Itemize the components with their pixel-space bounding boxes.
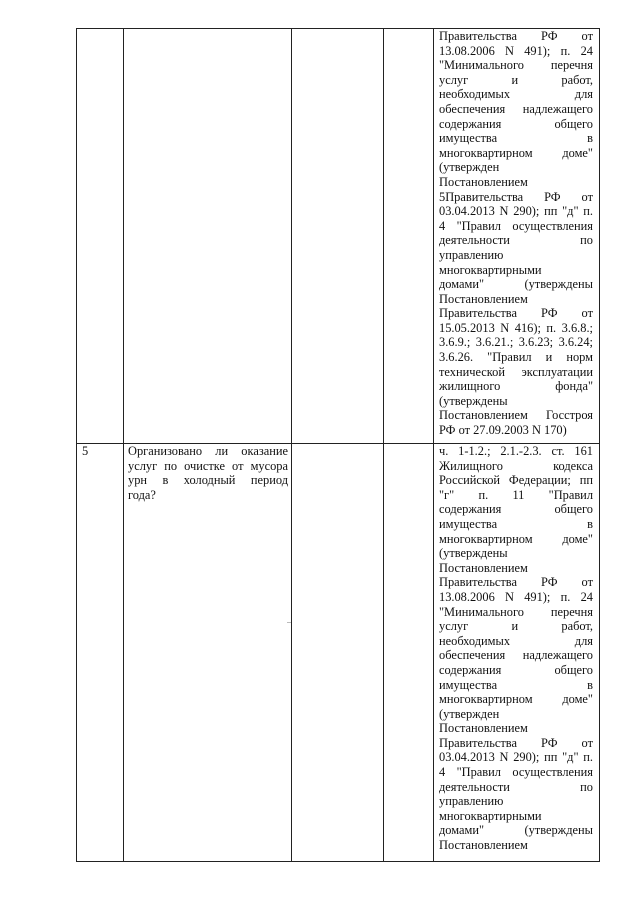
legal-basis-line: "Минимального перечня — [439, 58, 593, 73]
scan-artifact — [287, 622, 291, 623]
legal-basis-line: многоквартирными — [439, 808, 542, 823]
table-column-divider-1 — [123, 28, 124, 861]
legal-basis-line: Постановлением — [439, 560, 528, 575]
legal-basis-line: (утверждены — [439, 546, 508, 561]
legal-basis-line: Постановлением Госстроя — [439, 408, 593, 423]
table-border-bottom — [76, 861, 600, 862]
legal-basis-line: услуг и работ, — [439, 72, 593, 87]
table-border-right — [599, 28, 600, 861]
legal-basis-line: обеспечения надлежащего — [439, 101, 593, 116]
legal-basis-line: (утвержден — [439, 706, 500, 721]
legal-basis-line: 13.08.2006 N 491); п. 24 — [439, 589, 593, 604]
legal-basis-line: содержания общего — [439, 116, 593, 131]
legal-basis-line: (утвержден — [439, 160, 500, 175]
legal-basis-line: 5Правительства РФ от — [439, 189, 593, 204]
table-column-divider-4 — [433, 28, 434, 861]
legal-basis-line: Постановлением — [439, 291, 528, 306]
table-column-divider-2 — [291, 28, 292, 861]
legal-basis-cell — [439, 444, 593, 853]
legal-basis-line: деятельности по — [439, 233, 593, 248]
legal-basis-line: Постановлением — [439, 174, 528, 189]
legal-basis-line: "г" п. 11 "Правил — [439, 487, 593, 502]
legal-basis-line: 4 "Правил осуществления — [439, 218, 593, 233]
legal-basis-line: "Минимального перечня — [439, 604, 593, 619]
legal-basis-line: домами" (утверждены — [439, 823, 593, 838]
legal-basis-line: необходимых для — [439, 87, 593, 102]
legal-basis-line: Российской Федерации; пп — [439, 473, 593, 488]
legal-basis-line: 03.04.2013 N 290); пп "д" п. — [439, 750, 593, 765]
legal-basis-line: 03.04.2013 N 290); пп "д" п. — [439, 204, 593, 219]
legal-basis-line: Правительства РФ от — [439, 306, 593, 321]
legal-basis-line: Постановлением — [439, 721, 528, 736]
legal-basis-line: Постановлением — [439, 838, 528, 853]
legal-basis-line: 4 "Правил осуществления — [439, 765, 593, 780]
row-number: 5 — [82, 444, 89, 458]
legal-basis-line: имущества в — [439, 516, 593, 531]
legal-basis-line: Правительства РФ от — [439, 735, 593, 750]
legal-basis-line: ч. 1-1.2.; 2.1.-2.3. ст. 161 — [439, 444, 593, 458]
legal-basis-line: жилищного фонда" — [439, 379, 593, 394]
legal-basis-line: управлению — [439, 247, 504, 262]
legal-basis-line: обеспечения надлежащего — [439, 648, 593, 663]
legal-basis-line: имущества в — [439, 131, 593, 146]
legal-basis-line: 15.05.2013 N 416); п. 3.6.8.; — [439, 320, 593, 335]
table-column-divider-3 — [383, 28, 384, 861]
question-line: урн в холодный период — [128, 473, 288, 488]
legal-basis-line: 3.6.26. "Правил и норм — [439, 350, 593, 365]
legal-basis-line: услуг и работ, — [439, 619, 593, 634]
legal-basis-line: управлению — [439, 794, 504, 809]
legal-basis-line: имущества в — [439, 677, 593, 692]
legal-basis-line: 3.6.9.; 3.6.21.; 3.6.23; 3.6.24; — [439, 335, 593, 350]
legal-basis-line: домами" (утверждены — [439, 277, 593, 292]
legal-basis-line: (утверждены — [439, 393, 508, 408]
legal-basis-line: 13.08.2006 N 491); п. 24 — [439, 43, 593, 58]
legal-basis-line: содержания общего — [439, 502, 593, 517]
legal-basis-line: содержания общего — [439, 662, 593, 677]
legal-basis-line: многоквартирном доме" — [439, 145, 593, 160]
legal-basis-line: технической эксплуатации — [439, 364, 593, 379]
legal-basis-line: многоквартирном доме" — [439, 692, 593, 707]
legal-basis-cell-continued — [439, 29, 593, 438]
question-cell — [128, 444, 288, 502]
legal-basis-line: Жилищного кодекса — [439, 458, 593, 473]
legal-basis-line: многоквартирными — [439, 262, 542, 277]
legal-basis-line: деятельности по — [439, 779, 593, 794]
question-line: года? — [128, 487, 156, 502]
question-line: Организовано ли оказание — [128, 444, 288, 458]
legal-basis-line: необходимых для — [439, 633, 593, 648]
legal-basis-line: РФ от 27.09.2003 N 170) — [439, 423, 567, 438]
legal-basis-line: Правительства РФ от — [439, 575, 593, 590]
legal-basis-line: многоквартирном доме" — [439, 531, 593, 546]
table-border-left — [76, 28, 77, 861]
legal-basis-line: Правительства РФ от — [439, 29, 593, 43]
question-line: услуг по очистке от мусора — [128, 458, 288, 473]
